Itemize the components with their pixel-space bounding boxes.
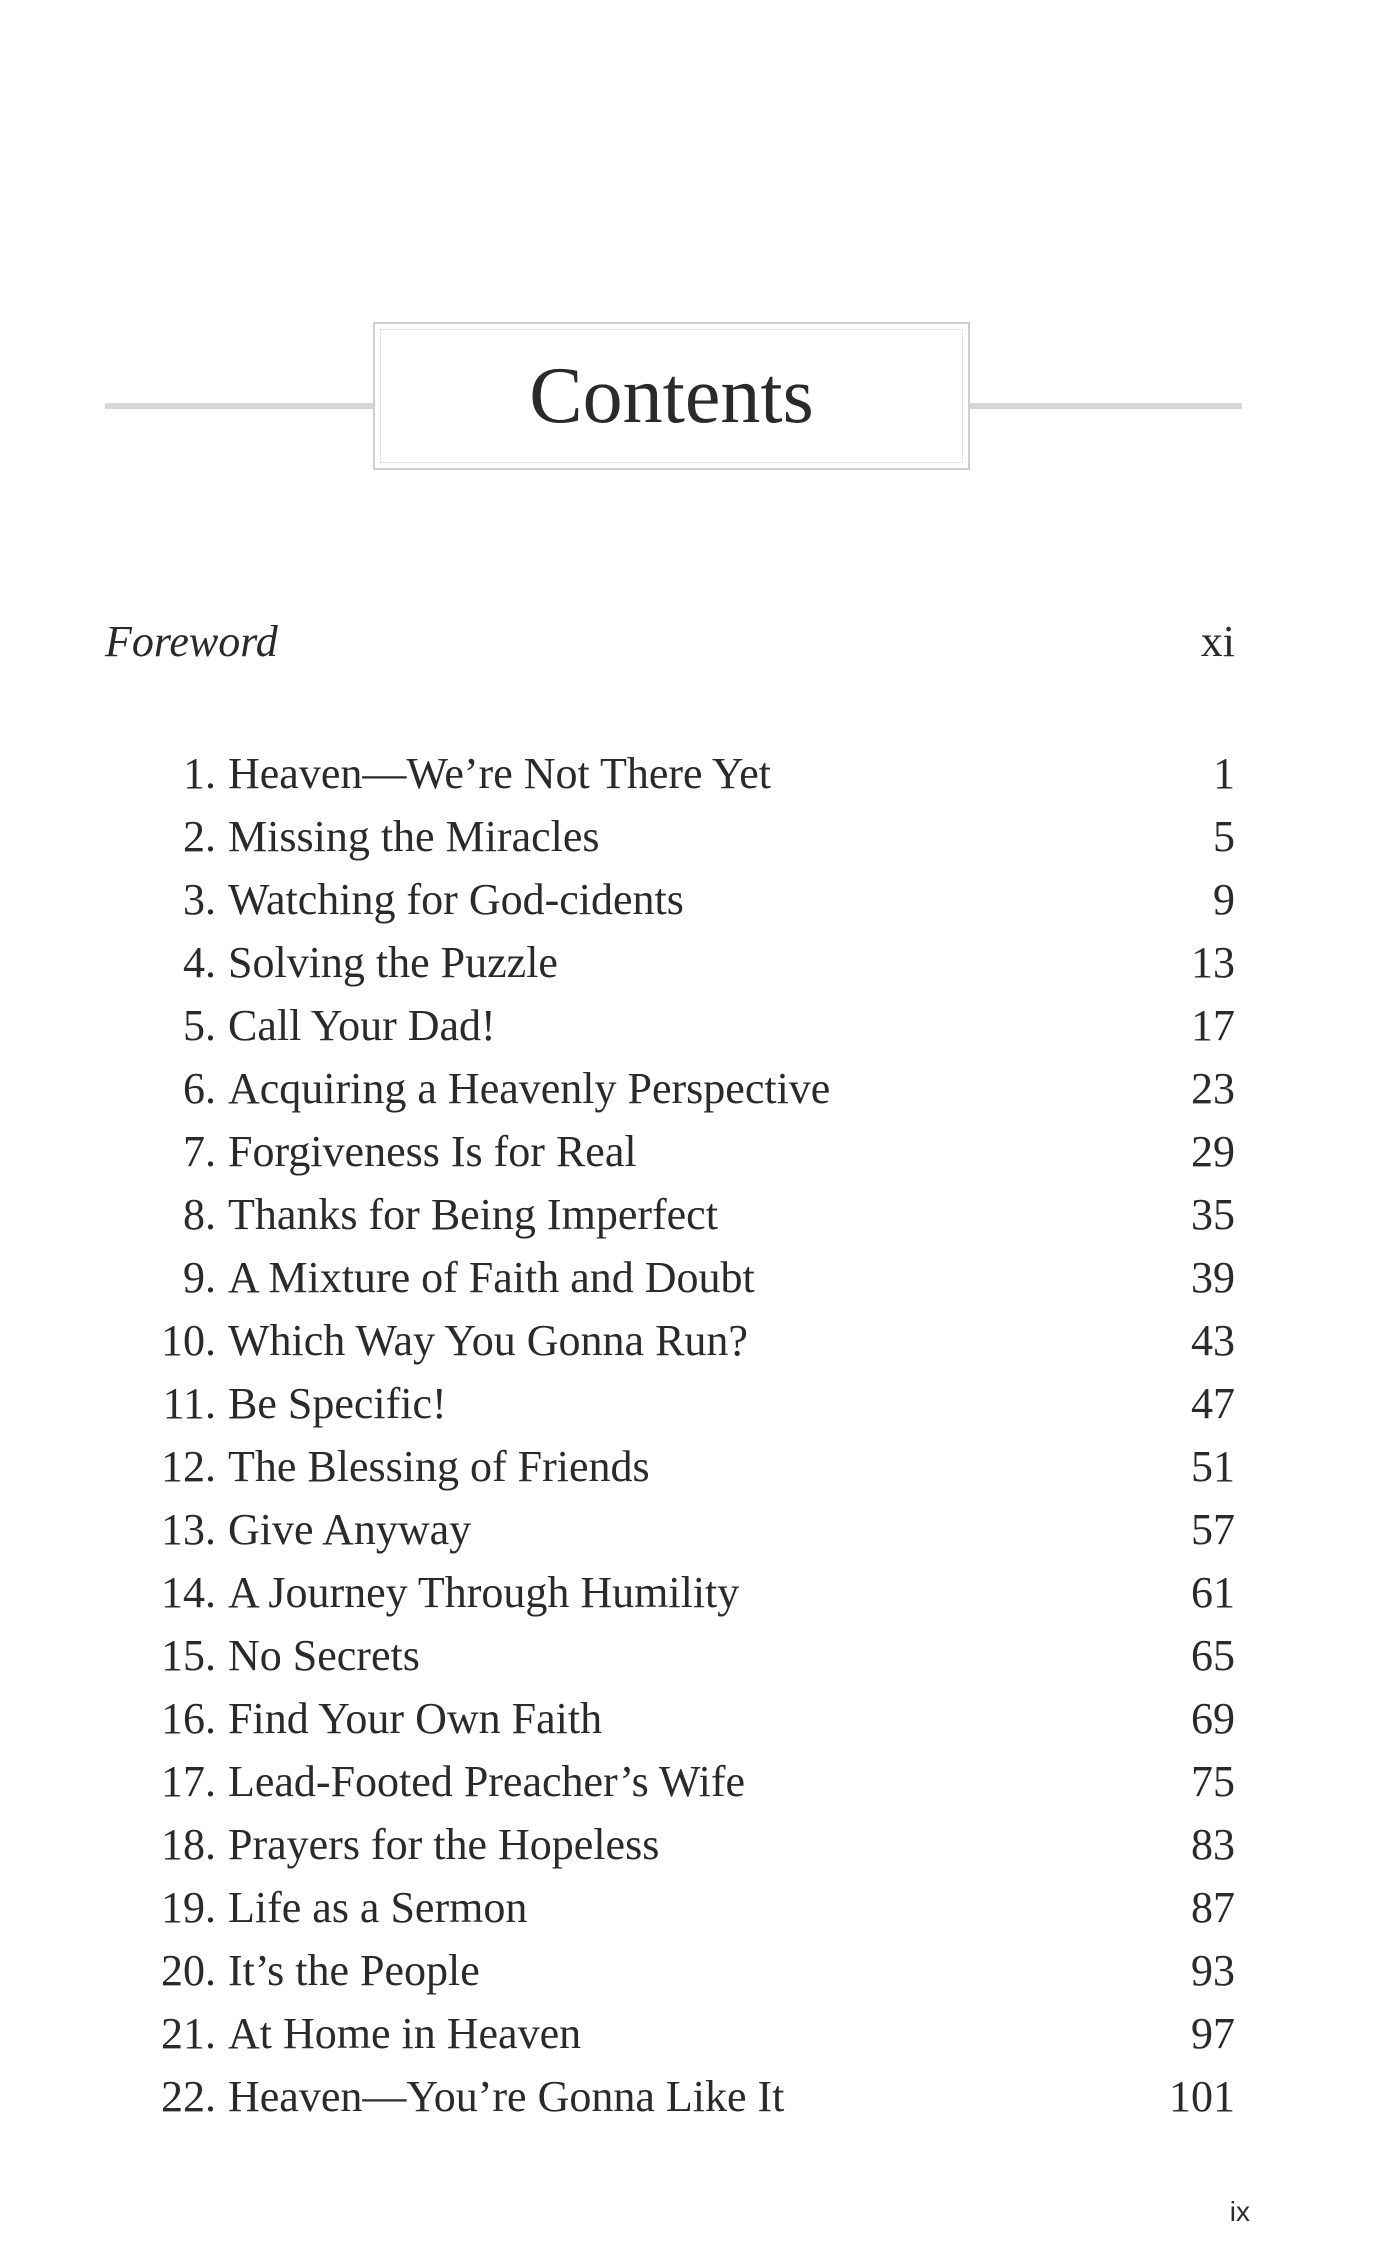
chapter-number: 13. (161, 1505, 216, 1554)
chapter-title: Solving the Puzzle (228, 938, 558, 987)
chapter-number: 22. (161, 2072, 216, 2121)
chapter-page: 93 (1191, 1946, 1235, 1995)
chapter-page: 39 (1191, 1253, 1235, 1302)
foreword-page: xi (1200, 617, 1235, 666)
chapter-page: 101 (1169, 2072, 1235, 2121)
chapter-number: 15. (161, 1631, 216, 1680)
chapter-number: 4. (183, 938, 216, 987)
chapter-number: 9. (183, 1253, 216, 1302)
chapter-number: 18. (161, 1820, 216, 1869)
foreword-label: Foreword (105, 617, 278, 666)
chapter-page: 61 (1191, 1568, 1235, 1617)
toc-entry[interactable] (105, 1939, 1235, 2002)
chapter-title: A Mixture of Faith and Doubt (228, 1253, 755, 1302)
chapter-number: 6. (183, 1064, 216, 1113)
toc-entry[interactable] (105, 2065, 1235, 2128)
toc-entry[interactable] (105, 931, 1235, 994)
chapter-title: Acquiring a Heavenly Perspective (228, 1064, 831, 1113)
toc-entry[interactable] (105, 1876, 1235, 1939)
page-title: Contents (529, 351, 814, 440)
chapter-page: 5 (1213, 812, 1235, 861)
chapter-page: 69 (1191, 1694, 1235, 1743)
chapter-page: 83 (1191, 1820, 1235, 1869)
chapter-page: 23 (1191, 1064, 1235, 1113)
chapter-number: 1. (183, 749, 216, 798)
chapter-number: 8. (183, 1190, 216, 1239)
chapter-page: 75 (1191, 1757, 1235, 1806)
heading-rule-right (970, 403, 1242, 409)
toc-entry[interactable] (105, 805, 1235, 868)
chapter-page: 29 (1191, 1127, 1235, 1176)
chapter-number: 20. (161, 1946, 216, 1995)
chapter-page: 43 (1191, 1316, 1235, 1365)
toc-entry[interactable] (105, 868, 1235, 931)
toc-entry[interactable] (105, 1435, 1235, 1498)
toc-entry[interactable] (105, 1687, 1235, 1750)
chapter-page: 35 (1191, 1190, 1235, 1239)
chapter-title: Lead-Footed Preacher’s Wife (228, 1757, 746, 1806)
chapter-title: Thanks for Being Imperfect (228, 1190, 718, 1239)
chapter-page: 97 (1191, 2009, 1235, 2058)
toc-entry[interactable] (105, 1624, 1235, 1687)
chapter-number: 5. (183, 1001, 216, 1050)
chapter-number: 3. (183, 875, 216, 924)
chapter-title: Be Specific! (228, 1379, 447, 1428)
chapter-title: Give Anyway (228, 1505, 472, 1554)
chapter-title: It’s the People (228, 1946, 480, 1995)
chapter-page: 87 (1191, 1883, 1235, 1932)
toc-entry[interactable] (105, 1813, 1235, 1876)
toc-entry[interactable] (105, 1183, 1235, 1246)
chapter-number: 21. (161, 2009, 216, 2058)
foreword-entry[interactable] (105, 612, 1235, 672)
chapter-page: 51 (1191, 1442, 1235, 1491)
table-of-contents (105, 742, 1235, 2128)
chapter-title: Forgiveness Is for Real (228, 1127, 637, 1176)
chapter-title: Watching for God-cidents (228, 875, 684, 924)
chapter-number: 11. (162, 1379, 216, 1428)
toc-entry[interactable] (105, 1246, 1235, 1309)
toc-entry[interactable] (105, 1750, 1235, 1813)
toc-entry[interactable] (105, 1372, 1235, 1435)
toc-entry[interactable] (105, 1309, 1235, 1372)
heading-rule-left (105, 403, 373, 409)
page-number: ix (1229, 2196, 1250, 2227)
chapter-title: Call Your Dad! (228, 1001, 496, 1050)
chapter-title: A Journey Through Humility (228, 1568, 740, 1617)
toc-entry[interactable] (105, 1561, 1235, 1624)
chapter-page: 65 (1191, 1631, 1235, 1680)
toc-entry[interactable] (105, 994, 1235, 1057)
toc-entry[interactable] (105, 1057, 1235, 1120)
chapter-number: 17. (161, 1757, 216, 1806)
toc-entry[interactable] (105, 2002, 1235, 2065)
chapter-page: 13 (1191, 938, 1235, 987)
toc-entry[interactable] (105, 1498, 1235, 1561)
chapter-title: Life as a Sermon (228, 1883, 528, 1932)
chapter-title: Prayers for the Hopeless (228, 1820, 660, 1869)
chapter-number: 16. (161, 1694, 216, 1743)
chapter-number: 7. (183, 1127, 216, 1176)
chapter-page: 1 (1213, 749, 1235, 798)
chapter-number: 2. (183, 812, 216, 861)
heading-box (373, 322, 970, 470)
toc-entry[interactable] (105, 1120, 1235, 1183)
chapter-number: 14. (161, 1568, 216, 1617)
chapter-page: 47 (1191, 1379, 1235, 1428)
chapter-title: Find Your Own Faith (228, 1694, 603, 1743)
chapter-page: 9 (1213, 875, 1235, 924)
chapter-number: 12. (161, 1442, 216, 1491)
chapter-page: 17 (1191, 1001, 1235, 1050)
chapter-page: 57 (1191, 1505, 1235, 1554)
chapter-title: Which Way You Gonna Run? (228, 1316, 748, 1365)
toc-entry[interactable] (105, 742, 1235, 805)
chapter-title: No Secrets (228, 1631, 420, 1680)
chapter-title: At Home in Heaven (228, 2009, 582, 2058)
chapter-title: Heaven—We’re Not There Yet (228, 749, 772, 798)
chapter-title: Heaven—You’re Gonna Like It (228, 2072, 785, 2121)
chapter-title: Missing the Miracles (228, 812, 600, 861)
chapter-number: 10. (161, 1316, 216, 1365)
chapter-title: The Blessing of Friends (228, 1442, 650, 1491)
chapter-number: 19. (161, 1883, 216, 1932)
